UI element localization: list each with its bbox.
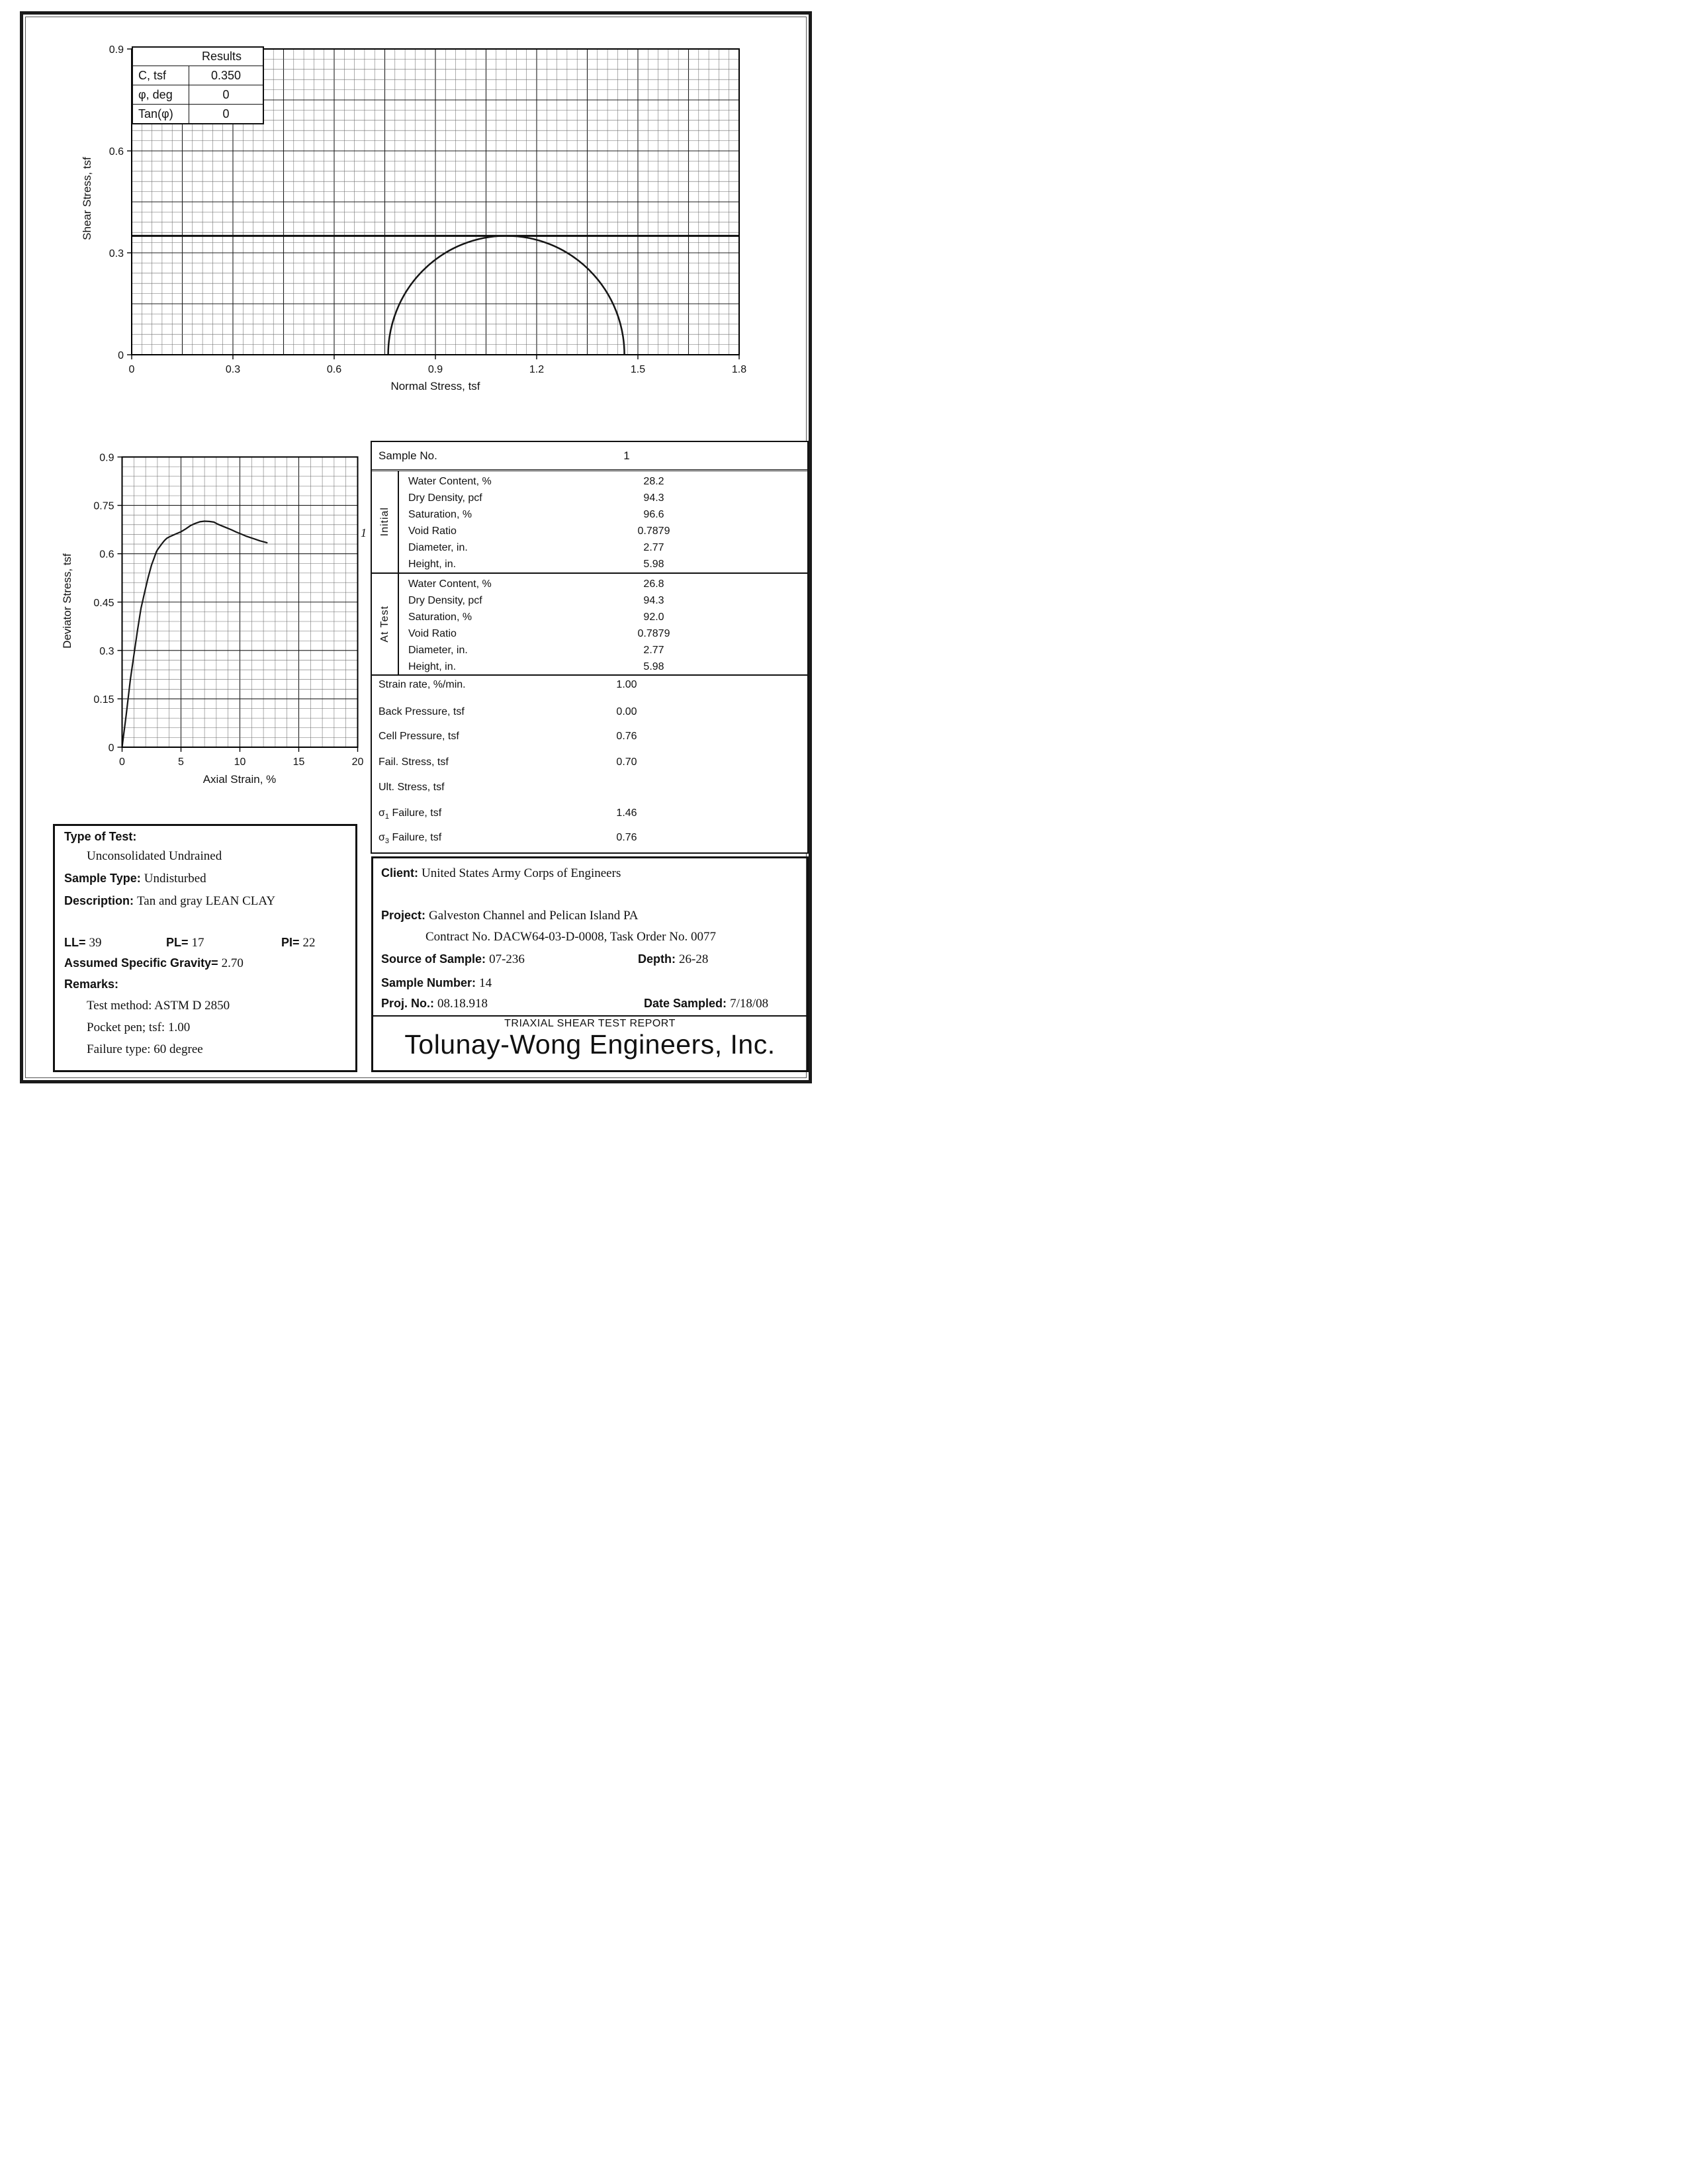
type-of-test-label: Type of Test: <box>64 830 137 843</box>
row-value: 5.98 <box>643 559 664 570</box>
svg-text:0.75: 0.75 <box>93 500 114 512</box>
row-value: 1.00 <box>616 679 637 690</box>
svg-text:0.45: 0.45 <box>93 597 114 609</box>
initial-label-text: Initial <box>379 507 390 537</box>
project-value: Galveston Channel and Pelican Island PA <box>429 909 639 923</box>
initial-block-label <box>372 471 399 572</box>
project-info-box <box>371 856 809 1072</box>
company-name: Tolunay-Wong Engineers, Inc. <box>404 1029 776 1060</box>
test-info-box <box>53 824 357 1072</box>
row-label: Saturation, % <box>408 612 472 623</box>
date-sampled-label: Date Sampled: <box>644 997 727 1010</box>
results-row-tanphi <box>133 104 263 123</box>
cohesion-label: C, tsf <box>133 66 189 85</box>
table-row <box>399 642 807 659</box>
row-label: Dry Density, pcf <box>408 595 482 606</box>
row-label: Diameter, in. <box>408 542 468 553</box>
mohr-x-axis-title: Normal Stress, tsf <box>390 380 480 392</box>
row-label: Strain rate, %/min. <box>379 679 466 690</box>
date-sampled-value: 7/18/08 <box>730 997 769 1011</box>
table-row <box>399 539 807 556</box>
table-row <box>399 625 807 642</box>
row-value: 92.0 <box>643 612 664 623</box>
row-label: Dry Density, pcf <box>408 492 482 504</box>
pi-value: 22 <box>302 936 316 950</box>
row-value: 94.3 <box>643 595 664 606</box>
tanphi-label: Tan(φ) <box>133 105 189 123</box>
row-label: Cell Pressure, tsf <box>379 731 459 742</box>
svg-text:1.5: 1.5 <box>630 364 646 375</box>
row-label: Fail. Stress, tsf <box>379 756 449 768</box>
sample-type-label: Sample Type: <box>64 872 141 885</box>
project-label: Project: <box>381 909 426 922</box>
results-table <box>132 46 264 124</box>
table-row <box>399 506 807 523</box>
type-of-test-value: Unconsolidated Undrained <box>87 849 222 863</box>
ll-value: 39 <box>89 936 102 950</box>
row-value: 2.77 <box>643 645 664 656</box>
svg-text:15: 15 <box>292 756 305 768</box>
proj-no-label: Proj. No.: <box>381 997 434 1010</box>
client-label: Client: <box>381 866 418 880</box>
cohesion-value: 0.350 <box>210 69 242 82</box>
table-row <box>399 592 807 609</box>
table-row <box>399 609 807 625</box>
svg-text:0: 0 <box>108 743 114 754</box>
row-value: 5.98 <box>643 661 664 672</box>
phi-value: 0 <box>222 88 230 101</box>
results-row-phi <box>133 85 263 104</box>
svg-text:0.9: 0.9 <box>109 44 124 56</box>
tanphi-value: 0 <box>222 107 230 120</box>
svg-text:0.9: 0.9 <box>427 364 443 375</box>
ult-stress-row <box>372 779 807 796</box>
depth-value: 26-28 <box>679 952 709 966</box>
pi-label: PI= <box>281 936 300 949</box>
svg-text:0: 0 <box>128 364 135 375</box>
row-label: $\sigma_1$ Failure, tsf <box>379 807 442 821</box>
row-value: 2.77 <box>643 542 664 553</box>
table-row <box>399 523 807 539</box>
row-label: Void Ratio <box>408 628 457 639</box>
svg-text:0.3: 0.3 <box>99 645 114 657</box>
svg-text:0.6: 0.6 <box>99 549 114 561</box>
pl-label: PL= <box>166 936 189 949</box>
pl-value: 17 <box>191 936 204 950</box>
at-test-block <box>372 574 807 676</box>
table-row <box>399 473 807 490</box>
row-label: Water Content, % <box>408 476 492 487</box>
report-title: TRIAXIAL SHEAR TEST REPORT <box>504 1018 676 1029</box>
row-value: 28.2 <box>643 476 664 487</box>
sample-data-table <box>371 441 809 854</box>
cell-pressure-row <box>372 728 807 745</box>
strain-rate-row <box>372 676 807 694</box>
sample-number-value: 14 <box>479 976 492 990</box>
source-of-sample-value: 07-236 <box>489 952 525 966</box>
row-label: Diameter, in. <box>408 645 468 656</box>
svg-text:20: 20 <box>351 756 364 768</box>
row-value: 0.76 <box>616 731 637 742</box>
sample-no-label: Sample No. <box>379 449 437 462</box>
row-label: Ult. Stress, tsf <box>379 782 445 793</box>
contract-line: Contract No. DACW64-03-D-0008, Task Order No. 0077 <box>425 930 716 944</box>
row-value: 96.6 <box>643 509 664 520</box>
row-value: 0.7879 <box>637 525 670 537</box>
sigma1-failure-row <box>372 805 807 822</box>
mohr-circle-chart <box>0 0 847 405</box>
row-label: $\sigma_3$ Failure, tsf <box>379 832 442 846</box>
specific-gravity-label: Assumed Specific Gravity= <box>64 956 218 970</box>
row-label: Back Pressure, tsf <box>379 706 465 717</box>
proj-no-value: 08.18.918 <box>437 997 488 1011</box>
client-value: United States Army Corps of Engineers <box>422 866 621 880</box>
row-label: Void Ratio <box>408 525 457 537</box>
row-label: Saturation, % <box>408 509 472 520</box>
svg-text:0.9: 0.9 <box>99 452 114 464</box>
sample-number-label: Sample Number: <box>381 976 476 989</box>
strain-x-axis-title: Axial Strain, % <box>202 773 277 786</box>
row-value: 0.7879 <box>637 628 670 639</box>
row-value: 0.70 <box>616 756 637 768</box>
svg-text:0.3: 0.3 <box>225 364 241 375</box>
table-row <box>399 659 807 675</box>
table-row <box>399 576 807 592</box>
at-test-block-label <box>372 574 399 674</box>
remarks-label: Remarks: <box>64 978 119 991</box>
depth-label: Depth: <box>638 952 676 966</box>
initial-block <box>372 471 807 574</box>
mohr-y-axis-title: Shear Stress, tsf <box>81 157 93 240</box>
results-row-cohesion <box>133 66 263 85</box>
row-value: 0.00 <box>616 706 637 717</box>
sigma3-failure-row <box>372 829 807 846</box>
svg-text:1.2: 1.2 <box>529 364 545 375</box>
svg-text:0.3: 0.3 <box>109 248 124 259</box>
results-table-title: Results <box>201 50 242 63</box>
sample-no-row <box>372 442 807 471</box>
sample-no-value: 1 <box>623 449 630 462</box>
svg-text:0.15: 0.15 <box>93 694 114 705</box>
report-title-divider <box>373 1015 807 1017</box>
svg-text:10: 10 <box>234 756 246 768</box>
remark-line: Pocket pen; tsf: 1.00 <box>87 1021 191 1034</box>
description-label: Description: <box>64 894 134 907</box>
phi-label: φ, deg <box>133 85 189 104</box>
remark-line: Failure type: 60 degree <box>87 1042 203 1056</box>
row-label: Height, in. <box>408 661 457 672</box>
row-label: Height, in. <box>408 559 457 570</box>
row-value: 0.76 <box>616 832 637 843</box>
svg-text:0: 0 <box>119 756 125 768</box>
strain-y-axis-title: Deviator Stress, tsf <box>61 553 73 649</box>
row-label: Water Content, % <box>408 578 492 590</box>
description-value: Tan and gray LEAN CLAY <box>137 894 276 908</box>
svg-text:1.8: 1.8 <box>731 364 747 375</box>
row-value: 1.46 <box>616 807 637 819</box>
remark-line: Test method: ASTM D 2850 <box>87 999 230 1013</box>
row-value: 26.8 <box>643 578 664 590</box>
sample-type-value: Undisturbed <box>144 872 206 886</box>
svg-text:0: 0 <box>118 350 124 361</box>
at-test-label-text: At Test <box>379 606 390 643</box>
back-pressure-row <box>372 704 807 721</box>
triaxial-report-page <box>0 0 847 1092</box>
table-row <box>399 556 807 572</box>
table-row <box>399 490 807 506</box>
svg-text:0.6: 0.6 <box>109 146 124 158</box>
svg-text:0.6: 0.6 <box>326 364 342 375</box>
source-of-sample-label: Source of Sample: <box>381 952 486 966</box>
fail-stress-row <box>372 754 807 771</box>
svg-text:5: 5 <box>178 756 184 768</box>
specific-gravity-value: 2.70 <box>221 956 244 970</box>
ll-label: LL= <box>64 936 86 949</box>
row-value: 94.3 <box>643 492 664 504</box>
curve-sample-number-label: 1 <box>361 526 367 539</box>
